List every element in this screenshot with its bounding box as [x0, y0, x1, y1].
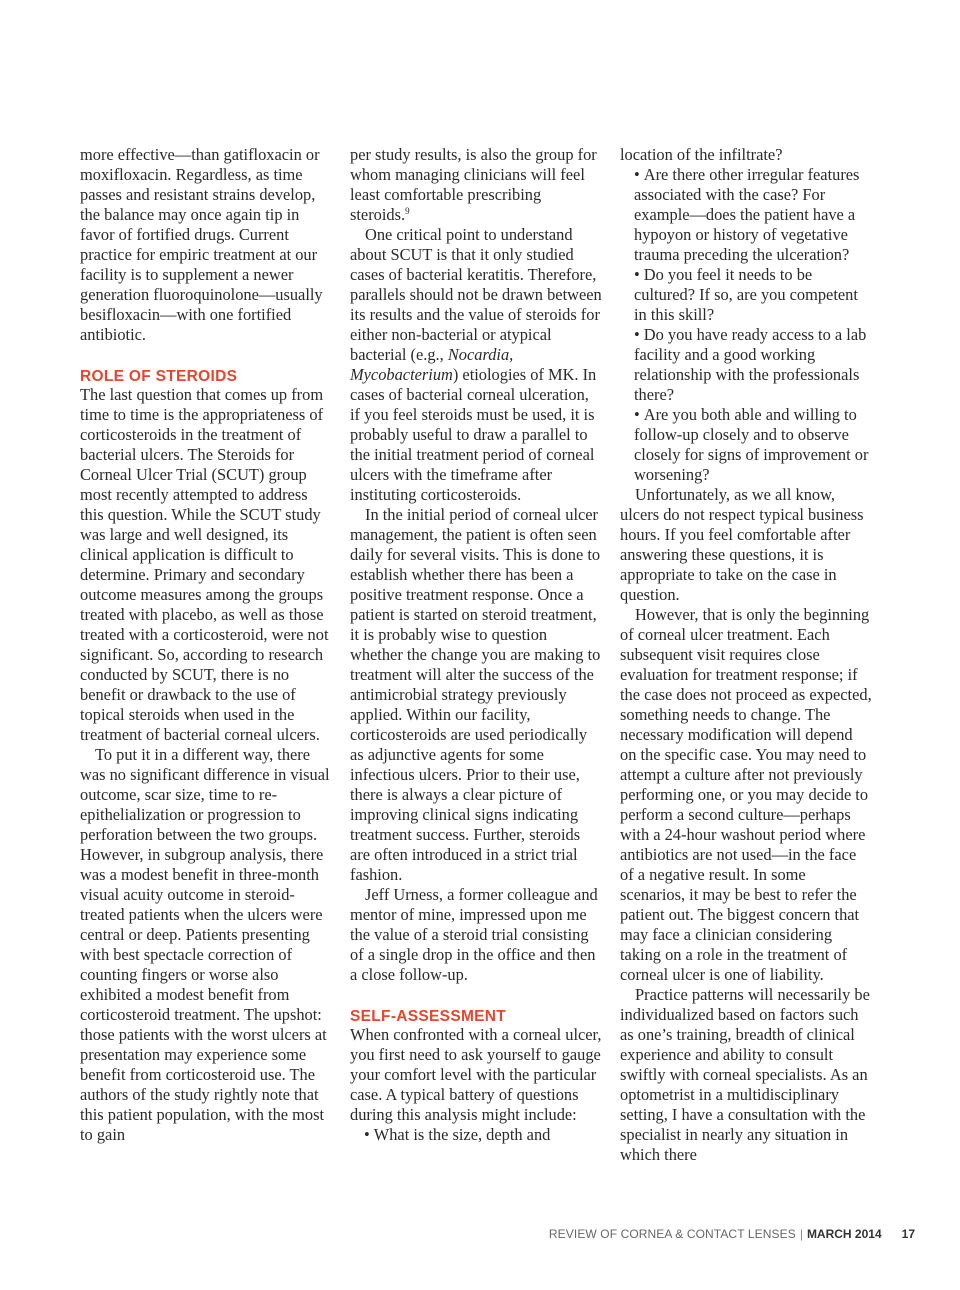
paragraph: Practice patterns will necessarily be individualized based on factors such as one’s training, breadth of clinical experience and ability to consult swiftly with corneal specialists. As an optometrist in a multidisciplinary setting, I have a consultation with the specialist in nearly any situation in which there — [620, 985, 870, 1164]
bullet-text: Do you feel it needs to be cultured? If so, are you competent in this skill? — [634, 265, 858, 324]
section-heading-self-assessment: SELF-ASSESSMENT — [350, 1008, 507, 1025]
paragraph: Jeff Urness, a former colleague and mentor of mine, impressed upon me the value of a steroid trial consisting of a single drop in the office and then a close follow-up. — [350, 885, 598, 984]
paragraph: When confronted with a corneal ulcer, you first need to ask yourself to gauge your comfort level with the particular case. A typical battery of questions during this analysis might include: — [350, 1025, 602, 1124]
italic-term-nocardia: Nocardia, — [447, 345, 514, 364]
page-number: 17 — [901, 1227, 915, 1241]
journal-name: REVIEW OF CORNEA & CONTACT LENSES — [548, 1227, 796, 1241]
bullet-icon: • — [634, 165, 640, 184]
bullet-text: What is the size, depth and — [373, 1125, 551, 1144]
column-3 — [620, 145, 872, 1165]
paragraph: In the initial period of corneal ulcer management, the patient is often seen daily for several visits. This is done to establish whether there has been a positive treatment response. Once a patient is started on steroid treatment, it is probably wise to question whether the change you are making to treatment will alter the success of the antimicrobial strategy previously applied. Within our facility, corticosteroids are used periodically as adjunctive agents for some infectious ulcers. Prior to their use, there is always a clear picture of improving clinical signs indicating treatment success. Further, steroids are often introduced in a strict trial fashion. — [350, 505, 601, 884]
footer-separator: | — [799, 1227, 803, 1241]
page-footer — [549, 1227, 915, 1241]
bullet-icon: • — [634, 405, 640, 424]
bullet-text: Do you have ready access to a lab facility and a good working relationship with the professionals there? — [634, 325, 867, 404]
bullet-item — [620, 325, 872, 405]
bullet-icon: • — [634, 265, 640, 284]
bullet-text: Are there other irregular features associated with the case? For example—does the patient have a hypoyon or history of vegetative trauma preceding the ulceration? — [634, 165, 860, 264]
paragraph: To put it in a different way, there was no significant difference in visual outcome, scar size, time to re-epithelialization or progression to perforation between the two groups. However, in subgroup analysis, there was a modest benefit in three-month visual acuity outcome in steroid-treated patients when the ulcers were central or deep. Patients presenting with best spectacle correction of counting fingers or worse also exhibited a modest benefit from corticosteroid treatment. The upshot: those patients with the worst ulcers at presentation may experience some benefit from corticosteroid use. The authors of the study rightly note that this patient population, with the most to gain — [80, 745, 330, 1144]
bullet-text: Are you both able and willing to follow-up closely and to observe closely for signs of improvement or worsening? — [634, 405, 869, 484]
italic-term-mycobacterium: Mycobacterium — [350, 365, 453, 384]
paragraph: more effective—than gatifloxacin or moxifloxacin. Regardless, as time passes and resistant strains develop, the balance may once again tip in favor of fortified drugs. Current practice for empiric treatment at our facility is to supplement a newer generation fluoroquinolone—usually besifloxacin—with one fortified antibiotic. — [80, 145, 323, 344]
issue-date: MARCH 2014 — [806, 1227, 882, 1241]
paragraph: The last question that comes up from time to time is the appropriateness of corticosteroids in the treatment of bacterial ulcers. The Steroids for Corneal Ulcer Trial (SCUT) group most recently attempted to address this question. While the SCUT study was large and well designed, its clinical application is difficult to determine. Primary and secondary outcome measures among the groups treated with placebo, as well as those treated with a corticosteroid, were not significant. So, according to research conducted by SCUT, there is no benefit or drawback to the use of topical steroids when used in the treatment of bacterial corneal ulcers. — [80, 385, 329, 744]
paragraph: Unfortunately, as we all know, ulcers do not respect typical business hours. If you feel comfortable after answering these questions, it is appropriate to take on the case in question. — [620, 485, 864, 604]
section-heading-role-of-steroids: ROLE OF STEROIDS — [80, 368, 238, 385]
bullet-icon: • — [634, 325, 640, 344]
paragraph — [350, 225, 602, 505]
column-1 — [80, 145, 332, 1145]
bullet-icon: • — [364, 1125, 370, 1144]
paragraph-text: One critical point to understand about SCUT is that it only studied cases of bacterial keratitis. Therefore, parallels should not be drawn between its results and the value of steroids for either non-bacterial or atypical bacterial (e.g., — [350, 225, 602, 364]
bullet-item — [620, 405, 872, 485]
paragraph-text: per study results, is also the group for whom managing clinicians will feel least comfortable prescribing steroids. — [350, 145, 597, 224]
bullet-item — [620, 165, 872, 265]
column-2 — [350, 145, 602, 1145]
reference-superscript: 9 — [405, 206, 410, 216]
bullet-item — [620, 265, 872, 325]
paragraph — [350, 145, 602, 225]
paragraph: However, that is only the beginning of corneal ulcer treatment. Each subsequent visit requires close evaluation for treatment response; if the case does not proceed as expected, something needs to change. The necessary modification will depend on the specific case. You may need to attempt a culture after not previously performing one, or you may decide to perform a second culture—perhaps with a 24-hour washout period where antibiotics are not used—in the face of a negative result. In some scenarios, it may be best to refer the patient out. The biggest concern that may face a clinician considering taking on a role in the treatment of corneal ulcer is one of liability. — [620, 605, 872, 984]
paragraph-text: ) etiologies of MK. In cases of bacterial corneal ulceration, if you feel steroids must be used, it is probably useful to draw a parallel to the initial treatment period of corneal ulcers with the timeframe after instituting corticosteroids. — [350, 365, 597, 504]
paragraph: location of the infiltrate? — [620, 145, 783, 164]
bullet-item — [350, 1125, 602, 1145]
